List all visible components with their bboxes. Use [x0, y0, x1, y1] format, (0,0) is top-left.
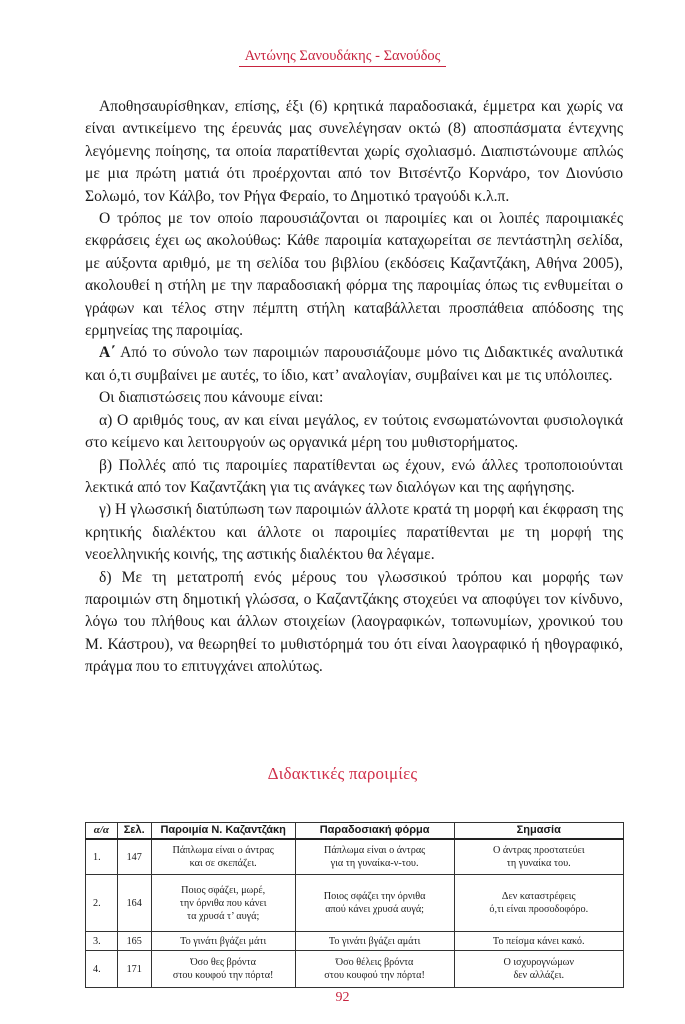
body-text: [85, 96, 623, 679]
cell-meaning: Το πείσμα κάνει κακό.: [454, 932, 623, 951]
paragraph: Αποθησαυρίσθηκαν, επίσης, έξι (6) κρητικά παραδοσιακά, έμμετρα και χωρίς να είναι αντικείμενο της έρευνάς μας συνελέγησαν οκτώ (8) αποσπάσματα έντεχνης λεγόμενης ποίησης, τα οποία παρατίθενται χωρίς σχολιασμό. Διαπιστώνουμε απλώς με μια πρώτη ματιά ότι προέρχονται από τον Βιτσέντζο Κορνάρο, τον Διονύσιο Σολωμό, τον Κάλβο, τον Ρήγα Φεραίο, το Δημοτικό τραγούδι κ.λ.π.: [85, 98, 623, 205]
table-row: [86, 932, 624, 951]
paragraph: [85, 342, 623, 387]
column-header: α/α: [86, 823, 118, 840]
paragraph: γ) Η γλωσσική διατύπωση των παροιμιών άλλοτε κρατά τη μορφή και έκφραση της κρητικής διαλέκτου και άλλοτε οι παροιμίες παρατίθενται με τη μορφή της νεοελληνικής κοινής, της αστικής διαλέκτου θα λέγαμε.: [85, 501, 623, 564]
paragraph-lead: Α΄: [99, 344, 116, 362]
cell-page: 171: [117, 951, 151, 988]
running-header: [0, 48, 685, 67]
cell-page: 165: [117, 932, 151, 951]
paragraph: α) Ο αριθμός τους, αν και είναι μεγάλος, εν τούτοις ενσωματώνονται φυσιολογικά στο κείμενο και λειτουργούν ως οργανικά μέρη του μυθιστορήματος.: [85, 411, 623, 452]
table-row: [86, 951, 624, 988]
table-header-row: [86, 823, 624, 840]
cell-meaning: Ο ισχυρογνώμων δεν αλλάζει.: [454, 951, 623, 988]
table-row: [86, 875, 624, 932]
cell-kazantzakis: Το γινάτι βγάζει μάτι: [151, 932, 295, 951]
column-header: Παροιμία Ν. Καζαντζάκη: [151, 823, 295, 840]
paragraph: Ο τρόπος με τον οποίο παρουσιάζονται οι παροιμίες και οι λοιπές παροιμιακές εκφράσεις έχει ως ακολούθως: Κάθε παροιμία καταχωρείται σε πεντάστηλη σελίδα, με αύξοντα αριθμό, με τη σελίδα του βιβλίου (εκδόσεις Καζαντζάκη, Αθήνα 2005), ακολουθεί η στήλη με την παραδοσιακή φόρμα της παροιμίας όπως τις ενθυμείται ο γράφων και τέλος στην πέμπτη στήλη καταβάλλεται προσπάθεια απόδοσης της ερμηνείας της παροιμίας.: [85, 210, 623, 340]
cell-kazantzakis: Ποιος σφάζει, μωρέ, την όρνιθα που κάνει τα χρυσά τ’ αυγά;: [151, 875, 295, 932]
paragraph: Οι διαπιστώσεις που κάνουμε είναι:: [99, 389, 324, 407]
proverbs-table: [85, 822, 624, 988]
cell-number: 3.: [86, 932, 118, 951]
paragraph-text: Από το σύνολο των παροιμιών παρουσιάζουμε μόνο τις Διδακτικές αναλυτικά και ό,τι συμβαίνει με αυτές, το ίδιο, κατ’ αναλογίαν, συμβαίνει και με τις υπόλοιπες.: [85, 344, 623, 384]
cell-meaning: Ο άντρας προστατεύει τη γυναίκα του.: [454, 839, 623, 875]
page-number: 92: [335, 990, 350, 1005]
cell-number: 2.: [86, 875, 118, 932]
cell-page: 147: [117, 839, 151, 875]
cell-traditional: Το γινάτι βγάζει αμάτι: [295, 932, 454, 951]
column-header: Σημασία: [454, 823, 623, 840]
cell-meaning: Δεν καταστρέφεις ό,τι είναι προσοδοφόρο.: [454, 875, 623, 932]
cell-kazantzakis: Πάπλωμα είναι ο άντρας και σε σκεπάζει.: [151, 839, 295, 875]
cell-page: 164: [117, 875, 151, 932]
cell-traditional: Όσο θέλεις βρόντα στου κουφού την πόρτα!: [295, 951, 454, 988]
cell-traditional: Ποιος σφάζει την όρνιθα απού κάνει χρυσά αυγά;: [295, 875, 454, 932]
cell-number: 1.: [86, 839, 118, 875]
column-header: Παραδοσιακή φόρμα: [295, 823, 454, 840]
cell-traditional: Πάπλωμα είναι ο άντρας για τη γυναίκα-ν-του.: [295, 839, 454, 875]
cell-number: 4.: [86, 951, 118, 988]
cell-kazantzakis: Όσο θες βρόντα στου κουφού την πόρτα!: [151, 951, 295, 988]
table-row: [86, 839, 624, 875]
column-header: Σελ.: [117, 823, 151, 840]
paragraph: δ) Με τη μετατροπή ενός μέρους του γλωσσικού τρόπου και μορφής των παροιμιών στη δημοτική γλώσσα, ο Καζαντζάκης στοχεύει να αποφύγει τον κίνδυνο, λόγω του πλήθους και άλλων στοιχείων (λαογραφικών, τοπωνυμίων, χρονικού του Μ. Κάστρου), να θεωρηθεί το μυθιστόρημά του ότι είναι λαογραφικό ή ηθογραφικό, πράγμα που το επιτυγχάνει απολύτως.: [85, 568, 623, 676]
running-header-text: Αντώνης Σανουδάκης - Σανούδος: [239, 48, 447, 67]
paragraph: β) Πολλές από τις παροιμίες παρατίθενται ως έχουν, ενώ άλλες τροποποιούνται λεκτικά από τον Καζαντζάκη για τις ανάγκες των διαλόγων και της αφήγησης.: [85, 456, 623, 496]
section-title: Διδακτικές παροιμίες: [267, 764, 418, 783]
